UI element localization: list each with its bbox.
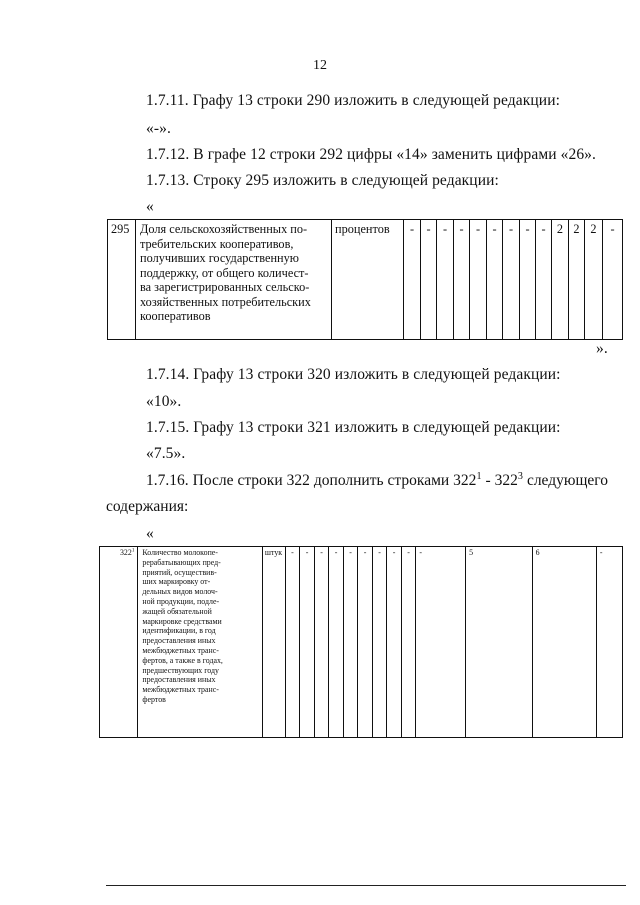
open-quote-2: « xyxy=(146,525,154,542)
superscript: 3 xyxy=(517,470,523,482)
table-cell: - xyxy=(454,220,470,340)
table-cell: - xyxy=(300,547,315,738)
table-cell: 5 xyxy=(466,547,532,738)
table-cell: - xyxy=(536,220,552,340)
table-cell: - xyxy=(596,547,622,738)
paragraph-1-7-16-dash: - 322 xyxy=(481,472,518,489)
paragraph-1-7-14: 1.7.14. Графу 13 строки 320 изложить в следующей редакции: xyxy=(146,366,561,383)
paragraph-1-7-13: 1.7.13. Строку 295 изложить в следующей редакции: xyxy=(146,172,499,189)
table-cell: 2 xyxy=(552,220,569,340)
table-cell: - xyxy=(372,547,387,738)
row-number-main: 322 xyxy=(119,548,132,557)
row-description: Доля сельскохозяйственных по- требительских кооперативов, получивших государственную поддержку, от общего количест- ва зарегистрированных сельско- хозяйственных потребительских кооперативов xyxy=(136,220,332,340)
paragraph-1-7-16-continuation: содержания: xyxy=(106,498,189,515)
paragraph-1-7-15-value: «7.5». xyxy=(146,445,186,462)
table-cell: - xyxy=(421,220,437,340)
paragraph-1-7-12: 1.7.12. В графе 12 строки 292 цифры «14» заменить цифрами «26». xyxy=(146,146,597,163)
paragraph-1-7-11-value: «-». xyxy=(146,120,171,137)
footer-divider xyxy=(106,885,626,886)
table-cell: - xyxy=(387,547,402,738)
table-row-322-1 xyxy=(99,546,623,738)
table-cell: 2 xyxy=(569,220,585,340)
table-cell: - xyxy=(343,547,358,738)
table-cell: - xyxy=(603,220,623,340)
page-number: 12 xyxy=(313,58,327,73)
table-cell: - xyxy=(487,220,503,340)
paragraph-1-7-15: 1.7.15. Графу 13 строки 321 изложить в следующей редакции: xyxy=(146,419,561,436)
close-quote-1: ». xyxy=(596,340,608,357)
row-description: Количество молокопе- рерабатывающих пред- приятий, осуществив- ших маркировку от- дельных видов молоч- ной продукции, подле- жащей обязательной маркировке средствами идентификации, в год предоставления иных межбюджетных транс- фертов, а также в годах, предшествующих году предоставления иных межбюджетных транс- фертов xyxy=(138,547,263,738)
table-cell: 2 xyxy=(585,220,603,340)
table-cell: - xyxy=(329,547,344,738)
table-cell: - xyxy=(358,547,373,738)
row-unit: процентов xyxy=(332,220,404,340)
paragraph-1-7-16 xyxy=(146,472,608,490)
row-number xyxy=(100,547,138,738)
superscript: 1 xyxy=(131,547,135,554)
table-cell: - xyxy=(285,547,300,738)
row-unit: штук xyxy=(262,547,285,738)
paragraph-1-7-11: 1.7.11. Графу 13 строки 290 изложить в следующей редакции: xyxy=(146,92,560,109)
table-cell: - xyxy=(314,547,329,738)
open-quote-1: « xyxy=(146,198,154,215)
table-cell: - xyxy=(520,220,536,340)
table-cell: 6 xyxy=(532,547,596,738)
superscript: 1 xyxy=(476,470,482,482)
table-cell: - xyxy=(503,220,520,340)
row-number: 295 xyxy=(108,220,136,340)
paragraph-1-7-16-main: 1.7.16. После строки 322 дополнить строками 322 xyxy=(146,472,477,489)
table-cell: - xyxy=(470,220,487,340)
table-row-295 xyxy=(107,219,623,340)
table-cell: - xyxy=(437,220,454,340)
table-cell: - xyxy=(416,547,466,738)
paragraph-1-7-16-tail: следующего xyxy=(522,472,608,489)
table-cell: - xyxy=(401,547,416,738)
paragraph-1-7-14-value: «10». xyxy=(146,393,182,410)
table-cell: - xyxy=(404,220,421,340)
